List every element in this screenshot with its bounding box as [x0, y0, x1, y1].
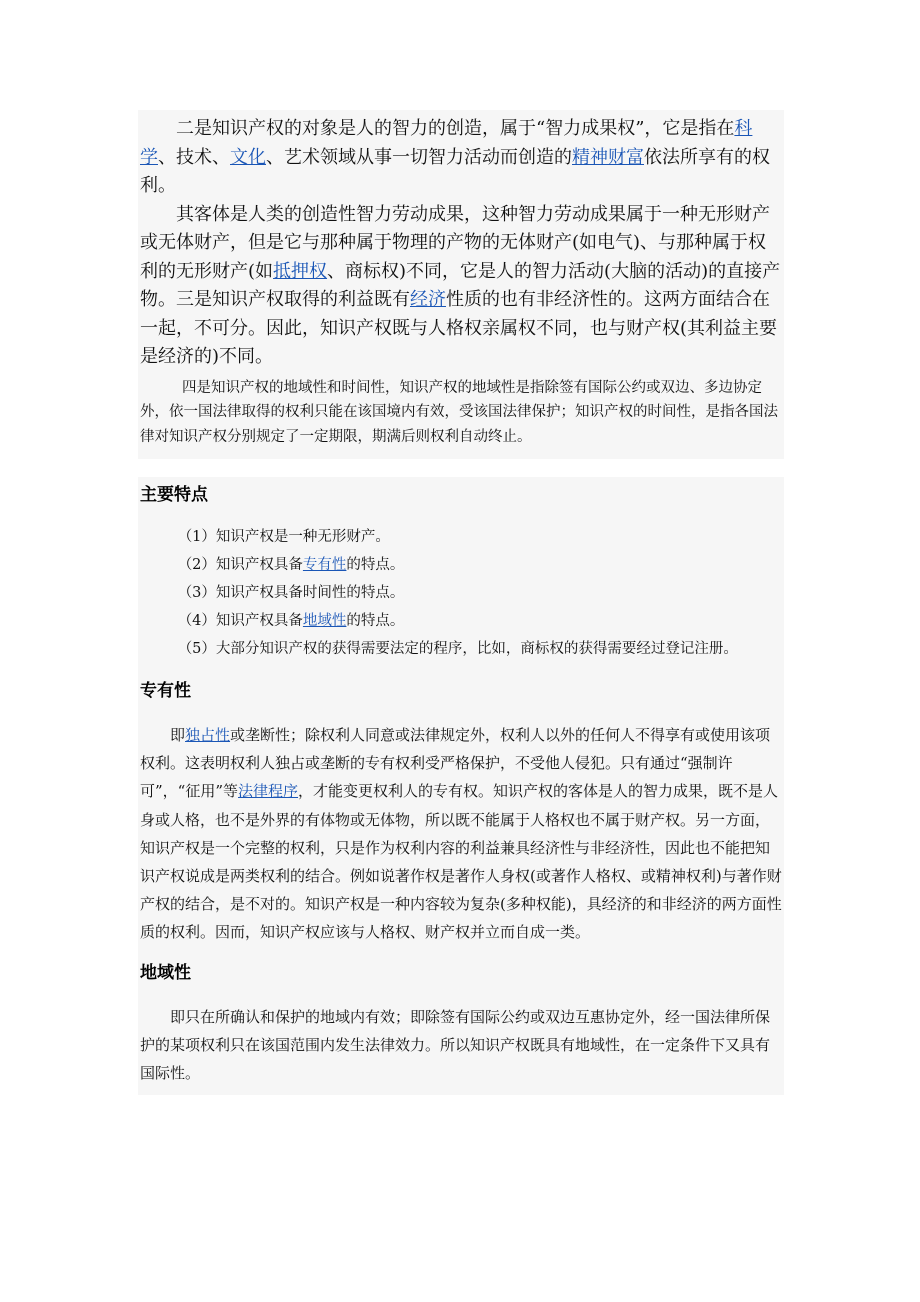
intro-section [138, 110, 784, 374]
link-legal-procedure[interactable]: 法律程序 [238, 782, 299, 801]
list-item: （1）知识产权是一种无形财产。 [177, 529, 390, 545]
text-span: 依法所享有的权利。 [140, 146, 770, 196]
intro-paragraph-3: 四是知识产权的地域性和时间性，知识产权的地域性是指除签有国际公约或双边、多边协定外，依一国法律取得的权利只能在该国境内有效，受该国法律保护；知识产权的时间性，是指各国法律对知识产权分别规定了一定期限，期满后则权利自动终止。 [140, 379, 778, 445]
text-span: 二是知识产权的对象是人的智力的创造，属于“智力成果权”，它是指在 [176, 118, 735, 139]
list-item [140, 551, 782, 579]
link-culture[interactable]: 文化 [230, 146, 266, 168]
link-economy[interactable]: 经济 [410, 289, 446, 310]
intro-paragraph-1 [140, 115, 782, 201]
text-span: 的特点。 [346, 613, 405, 629]
text-span: 、技术、 [158, 146, 230, 168]
territoriality-section [138, 991, 784, 1096]
features-list [138, 513, 784, 673]
text-span: 其客体是人类的创造性智力劳动成果，这种智力劳动成果属于一种无形财产或无体财产，但是它与那种属于物理的产物的无体财产(如电气)、与那种属于权利的无形财产(如 [140, 203, 770, 282]
text-span: （2）知识产权具备 [177, 557, 303, 573]
text-span: 性质的也有非经济性的。这两方面结合在一起，不可分。因此，知识产权既与人格权亲属权不同，也与财产权(其利益主要是经济的)不同。 [140, 289, 778, 367]
heading-territoriality: 地域性 [138, 955, 784, 991]
list-item: （3）知识产权具备时间性的特点。 [177, 585, 405, 601]
heading-exclusivity: 专有性 [138, 673, 784, 709]
section-gap [138, 459, 784, 477]
heading-main-features: 主要特点 [138, 477, 784, 513]
exclusivity-section [138, 709, 784, 955]
link-spiritual-wealth[interactable]: 精神财富 [572, 146, 644, 168]
link-monopoly[interactable]: 独占性 [185, 726, 231, 744]
list-item: （5）大部分知识产权的获得需要法定的程序，比如，商标权的获得需要经过登记注册。 [177, 641, 738, 657]
text-span: 、商标权)不同，它是人的智力活动(大脑的活动)的直接产物。三是知识产权取得的利益既有 [140, 260, 781, 310]
text-span: 或垄断性；除权利人同意或法律规定外，权利人以外的任何人不得享有或使用该项权利。这表明权利人独占或垄断的专有权利受严格保护，不受他人侵犯。只有通过“强制许可”，“征用”等 [140, 726, 771, 801]
exclusivity-paragraph [140, 721, 782, 947]
link-science[interactable]: 科学 [140, 118, 753, 168]
intro-paragraph-2 [140, 201, 782, 372]
link-mortgage-right[interactable]: 抵押权 [273, 260, 328, 282]
text-span: 的特点。 [346, 557, 405, 573]
text-span: 即 [170, 726, 186, 744]
link-exclusivity[interactable]: 专有性 [302, 557, 347, 573]
intro-section-small [138, 374, 784, 460]
list-item [140, 607, 782, 635]
document-page [138, 110, 784, 1095]
text-span: 、艺术领域从事一切智力活动而创造的 [266, 146, 572, 168]
text-span: ，才能变更权利人的专有权。知识产权的客体是人的智力成果，既不是人身或人格，也不是外界的有体物或无体物，所以既不能属于人格权也不属于财产权。另一方面，知识产权是一个完整的权利，只是作为权利内容的利益兼具经济性与非经济性，因此也不能把知识产权说成是两类权利的结合。例如说著作权是著作人身权(或著作人格权、或精神权利)与著作财产权的结合，是不对的。知识产权是一种内容较为复杂(多种权能)，具经济的和非经济的两方面性质的权利。因而，知识产权应该与人格权、财产权并立而自成一类。 [140, 782, 782, 942]
link-territoriality[interactable]: 地域性 [302, 613, 347, 629]
text-span: （4）知识产权具备 [177, 613, 303, 629]
territoriality-paragraph: 即只在所确认和保护的地域内有效；即除签有国际公约或双边互惠协定外，经一国法律所保护的某项权利只在该国范围内发生法律效力。所以知识产权既具有地域性，在一定条件下又具有国际性。 [140, 1007, 771, 1083]
